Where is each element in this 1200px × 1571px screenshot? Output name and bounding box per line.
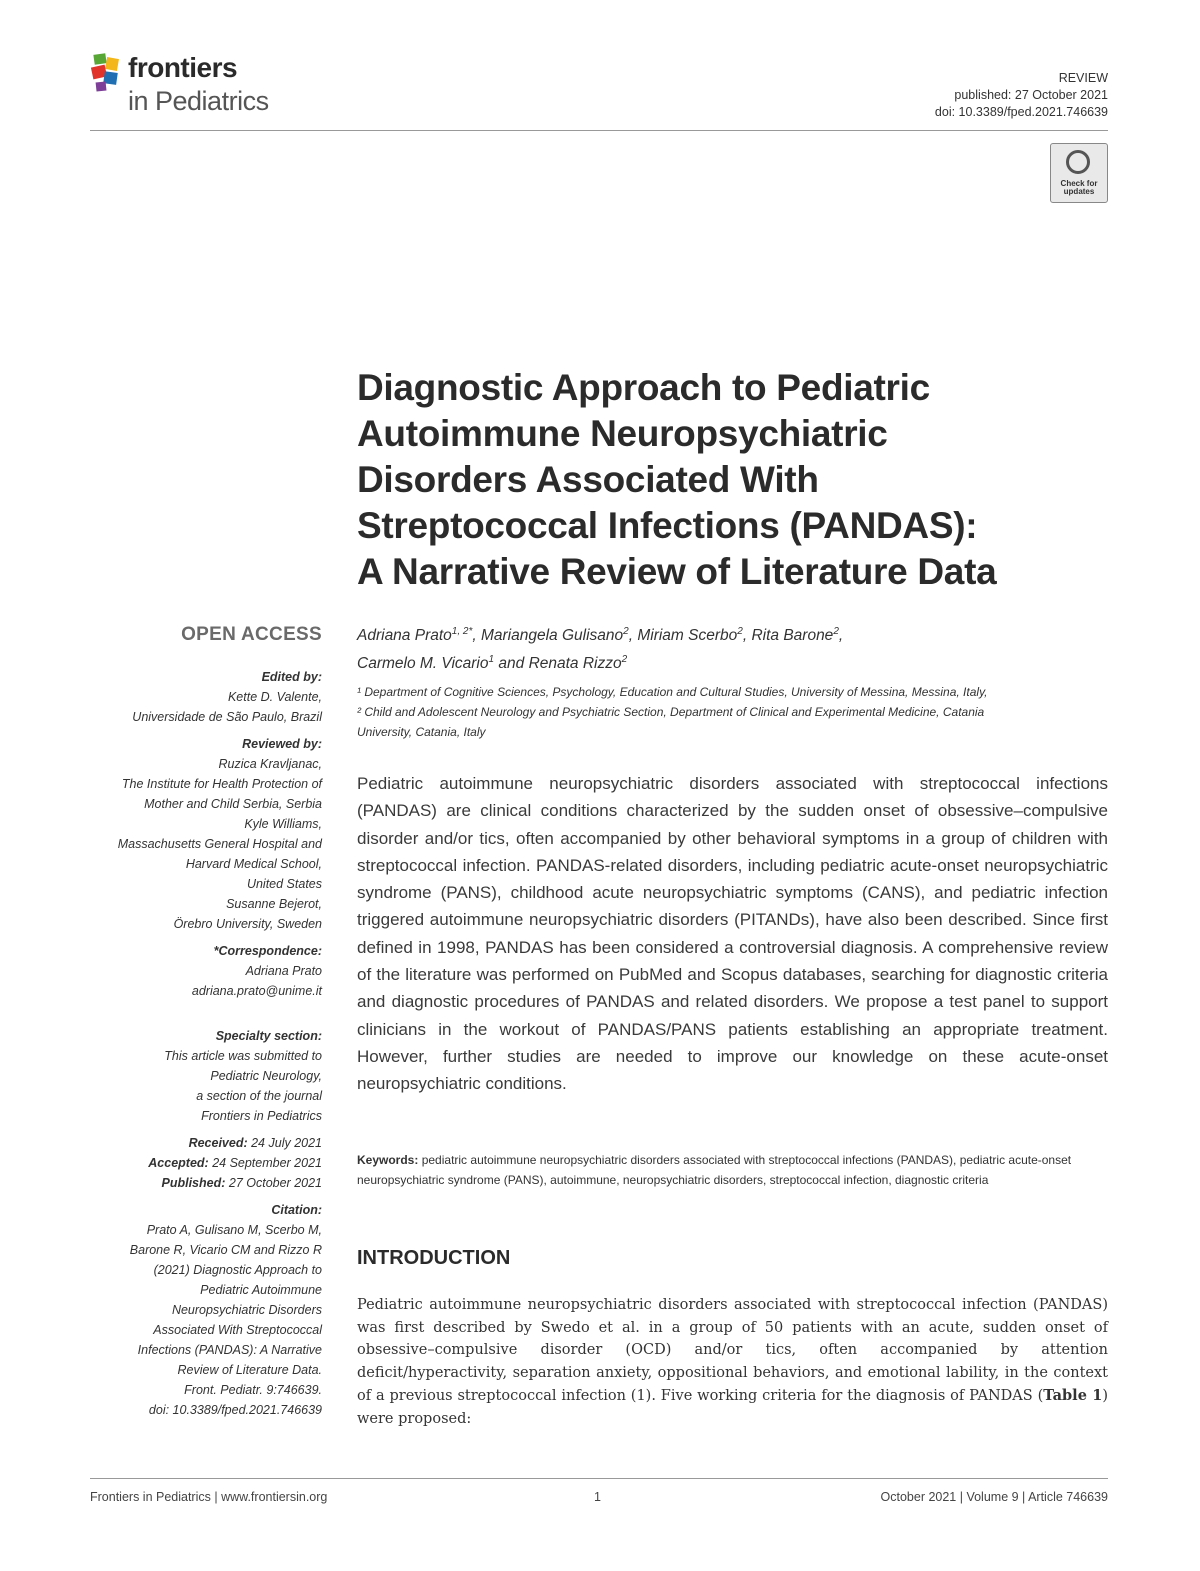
specialty-line: Pediatric Neurology,: [210, 1069, 322, 1083]
intro-text: Pediatric autoimmune neuropsychiatric disorders associated with streptococcal infection (PANDAS) was first described by Swedo et al. in a group of 50 patients with an acute, sudden onset of obsessive–compulsive disorder (OCD) and/or tics, often accompanied by attention deficit/hyperactivity, separation anxiety, oppositional behaviors, and emotional lability, in the context of a previous streptococcal infection (1). Five working criteria for the diagnosis of PANDAS (: [357, 1297, 1108, 1404]
section-heading: INTRODUCTION: [357, 1247, 511, 1269]
reviewer-line: Massachusetts General Hospital and: [117, 837, 322, 851]
correspondence-name: Adriana Prato: [245, 964, 322, 978]
author[interactable]: Miriam Scerbo: [637, 627, 738, 645]
author-list: Adriana Prato$^{1, 2*}$, Mariangela Gulisano$^2$, Miriam Scerbo$^2$, Rita Barone$^2$, Carmelo M. Vicario$^1$ and Renata Rizzo$^2$: [357, 626, 844, 673]
title-line: A Narrative Review of Literature Data: [357, 551, 997, 592]
reviewer-line: The Institute for Health Protection of: [121, 777, 322, 791]
author-affil: 2: [621, 654, 628, 666]
introduction-paragraph: [357, 1294, 1108, 1430]
published-label: Published:: [161, 1176, 226, 1190]
correspondence: [60, 941, 322, 1001]
citation-line: Review of Literature Data.: [177, 1363, 322, 1377]
open-access-label: OPEN ACCESS: [181, 624, 322, 645]
reviewer-line: Susanne Bejerot,: [226, 897, 322, 911]
author[interactable]: Renata Rizzo: [528, 655, 622, 673]
author[interactable]: Mariangela Gulisano: [480, 627, 624, 645]
article-doi[interactable]: doi: 10.3389/fped.2021.746639: [934, 105, 1108, 119]
dates: [60, 1133, 322, 1193]
correspondence-label: *Correspondence:: [213, 944, 322, 958]
accepted-date: [60, 1153, 322, 1173]
reviewed-by: [60, 734, 322, 934]
abstract: Pediatric autoimmune neuropsychiatric disorders associated with streptococcal infections (PANDAS) are clinical conditions characterized by the sudden onset of obsessive–compulsive disorder and/or tics, often accompanied by other behavioral symptoms in a group of children with streptococcal infection. PANDAS-related disorders, including pediatric acute-onset neuropsychiatric syndrome (PANS), childhood acute neuropsychiatric symptoms (CANS), and pediatric infection triggered autoimmune neuropsychiatric disorders (PITANDs), have also been described. Since first defined in 1998, PANDAS has been considered a controversial diagnosis. A comprehensive review of the literature was performed on PubMed and Scopus databases, searching for diagnostic criteria and diagnostic procedures of PANDAS and related disorders. We propose a test panel to support clinicians in the workout of PANDAS/PANS patients establishing an appropriate treatment. However, further studies are needed to improve our knowledge on these acute-onset neuropsychiatric conditions.: [357, 774, 1108, 1094]
reviewer-line: Ruzica Kravljanac,: [218, 757, 322, 771]
keywords: [357, 1150, 1108, 1190]
author[interactable]: Carmelo M. Vicario: [357, 655, 489, 673]
citation-line: Pediatric Autoimmune: [200, 1283, 322, 1297]
table-link[interactable]: Table 1: [1043, 1386, 1103, 1404]
reviewer-line: Harvard Medical School,: [185, 857, 322, 871]
citation-line: Prato A, Gulisano M, Scerbo M,: [146, 1223, 322, 1237]
author-affil: 1: [488, 654, 495, 666]
affiliation: University, Catania, Italy: [357, 725, 486, 739]
citation-label: Citation:: [271, 1203, 322, 1217]
accepted-label: Accepted:: [148, 1156, 209, 1170]
article-meta: [935, 70, 1108, 121]
citation-line: Associated With Streptococcal: [153, 1323, 322, 1337]
specialty-line: a section of the journal: [196, 1089, 322, 1103]
editor-line: Kette D. Valente,: [227, 690, 322, 704]
reviewer-line: Mother and Child Serbia, Serbia: [144, 797, 322, 811]
specialty-line: Frontiers in Pediatrics: [201, 1109, 322, 1123]
published-date: published: 27 October 2021: [954, 88, 1108, 102]
reviewer-line: Kyle Williams,: [244, 817, 322, 831]
published-date-side: [60, 1173, 322, 1193]
received-date: [60, 1133, 322, 1153]
edited-label: Edited by:: [261, 670, 322, 684]
editor-line: Universidade de São Paulo, Brazil: [132, 710, 322, 724]
keywords-text: pediatric autoimmune neuropsychiatric disorders associated with streptococcal infections (PANDAS), pediatric acute-onset neuropsychiatric syndrome (PANS), autoimmune, neuropsychiatric disorders, streptococcal infection, diagnostic criteria: [357, 1153, 1072, 1187]
article-title: [357, 365, 1117, 595]
reviewed-label: Reviewed by:: [242, 737, 322, 751]
edited-by: [60, 667, 322, 727]
published-value: 27 October 2021: [228, 1176, 322, 1190]
citation-line: (2021) Diagnostic Approach to: [153, 1263, 322, 1277]
specialty-section: [60, 1026, 322, 1126]
specialty-line: This article was submitted to: [164, 1049, 322, 1063]
article-sidebar: [60, 625, 322, 1427]
citation-line: Neuropsychiatric Disorders: [171, 1303, 322, 1317]
title-line: Disorders Associated With: [357, 459, 819, 500]
author-affil: 1, 2*: [451, 626, 473, 637]
affiliations: [357, 682, 1117, 742]
footer-divider: [90, 1478, 1108, 1479]
reviewer-line: Örebro University, Sweden: [173, 917, 322, 931]
article-type: REVIEW: [1058, 71, 1108, 85]
citation-line: Barone R, Vicario CM and Rizzo R: [129, 1243, 322, 1257]
affiliation: ¹ Department of Cognitive Sciences, Psychology, Education and Cultural Studies, University of Messina, Messina, Italy,: [357, 685, 988, 699]
specialty-label: Specialty section:: [215, 1029, 322, 1043]
author[interactable]: Adriana Prato: [357, 627, 452, 645]
title-line: Diagnostic Approach to Pediatric: [357, 367, 930, 408]
received-label: Received:: [188, 1136, 248, 1150]
received-value: 24 July 2021: [251, 1136, 322, 1150]
check-updates-label: Check for updates: [1060, 179, 1098, 196]
frontiers-logo-icon: [90, 52, 124, 94]
journal-logo: [90, 50, 290, 120]
citation-line: Front. Pediatr. 9:746639.: [184, 1383, 322, 1397]
author-affil: 2: [833, 626, 839, 637]
correspondence-email[interactable]: adriana.prato@unime.it: [191, 984, 322, 998]
author-affil: 2: [623, 626, 629, 637]
affiliation: ² Child and Adolescent Neurology and Psychiatric Section, Department of Clinical and Experimental Medicine, Catania: [357, 705, 985, 719]
intro-text-end: ) were proposed:: [357, 1387, 1108, 1427]
accepted-value: 24 September 2021: [212, 1156, 322, 1170]
citation-doi[interactable]: doi: 10.3389/fped.2021.746639: [148, 1403, 322, 1417]
page-number: 1: [594, 1490, 601, 1504]
bookmark-icon: [1066, 150, 1090, 174]
citation: [60, 1200, 322, 1420]
author-affil: 2: [737, 626, 743, 637]
footer-journal-link[interactable]: Frontiers in Pediatrics | www.frontiersin.org: [90, 1490, 328, 1504]
header-divider: [90, 130, 1108, 131]
reviewer-line: United States: [246, 877, 322, 891]
keywords-label: Keywords:: [357, 1153, 419, 1167]
citation-line: Infections (PANDAS): A Narrative: [137, 1343, 322, 1357]
journal-name-top: frontiers: [128, 52, 238, 83]
title-line: Autoimmune Neuropsychiatric: [357, 413, 888, 454]
footer-issue-info: October 2021 | Volume 9 | Article 746639: [880, 1490, 1108, 1504]
journal-name-bottom: in Pediatrics: [128, 86, 269, 116]
author[interactable]: Rita Barone: [751, 627, 834, 645]
title-line: Streptococcal Infections (PANDAS):: [357, 505, 978, 546]
check-for-updates-badge[interactable]: [1050, 143, 1108, 203]
